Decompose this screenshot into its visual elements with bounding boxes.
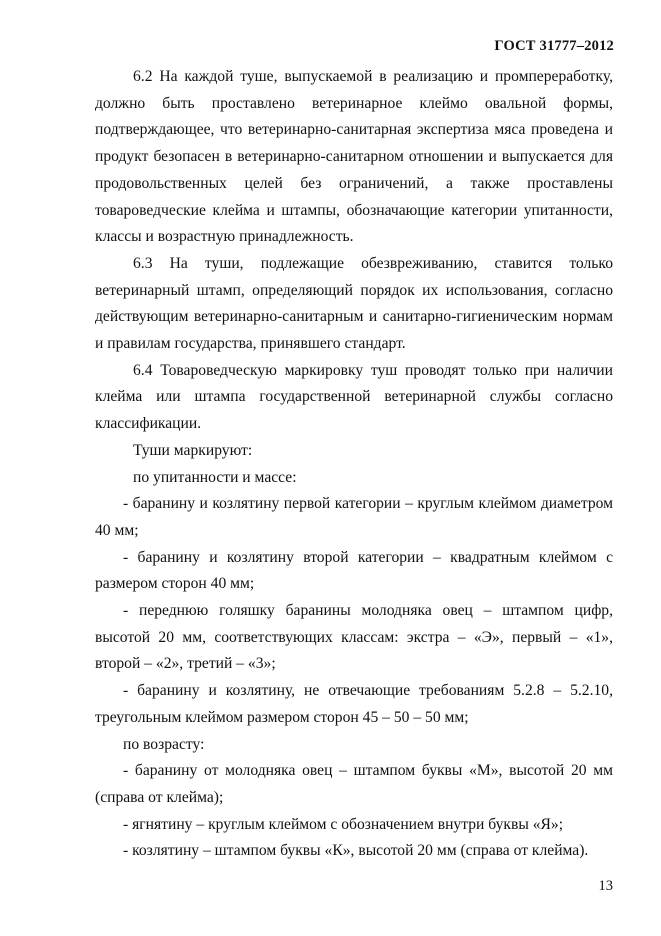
list-item: - переднюю голяшку баранины молодняка овец – штампом цифр, высотой 20 мм, соответствующих классам: экстра – «Э», первый – «1», второй – «2», третий – «3»;	[95, 602, 613, 673]
list-item: - баранину и козлятину второй категории – квадратным клеймом с размером сторон 40 мм;	[95, 548, 613, 593]
list-item: - баранину и козлятину, не отвечающие требованиям 5.2.8 – 5.2.10, треугольным клеймом размером сторон 45 – 50 – 50 мм;	[95, 682, 613, 726]
list-item: - баранину от молодняка овец – штампом буквы «М», высотой 20 мм (справа от клейма);	[95, 762, 613, 806]
document-header: ГОСТ 31777–2012	[494, 38, 614, 54]
paragraph-6-2: 6.2 На каждой туше, выпускаемой в реализацию и промпереработку, должно быть проставлено ветеринарное клеймо овальной формы, подтверждающее, что ветеринарно-санитарная экспертиза мяса проведена и продукт безопасен в ветеринарно-санитарном отношении и выпускается для продовольственных целей без ограничений, а также проставлены товароведческие клейма и штампы, обозначающие категории упитанности, классы и возрастную принадлежность.	[95, 68, 613, 246]
document-body	[95, 64, 613, 865]
list-item: - ягнятину – круглым клеймом с обозначением внутри буквы «Я»;	[123, 815, 564, 833]
marking-by-fatness-heading: по упитанности и массе:	[133, 468, 297, 486]
marking-by-age-heading: по возрасту:	[123, 735, 205, 753]
paragraph-6-4: 6.4 Товароведческую маркировку туш проводят только при наличии клейма или штампа государственной ветеринарной службы согласно классификации.	[95, 361, 613, 433]
paragraph-6-3: 6.3 На туши, подлежащие обезвреживанию, ставится только ветеринарный штамп, определяющий порядок их использования, согласно действующим ветеринарно-санитарным и санитарно-гигиеническим нормам и правилам государства, принявшего стандарт.	[95, 254, 613, 353]
list-item: - баранину и козлятину первой категории – круглым клеймом диаметром 40 мм;	[95, 495, 613, 539]
page-number: 13	[598, 878, 613, 894]
list-item: - козлятину – штампом буквы «К», высотой 20 мм (справа от клейма).	[123, 842, 589, 860]
marking-intro: Туши маркируют:	[133, 441, 253, 459]
